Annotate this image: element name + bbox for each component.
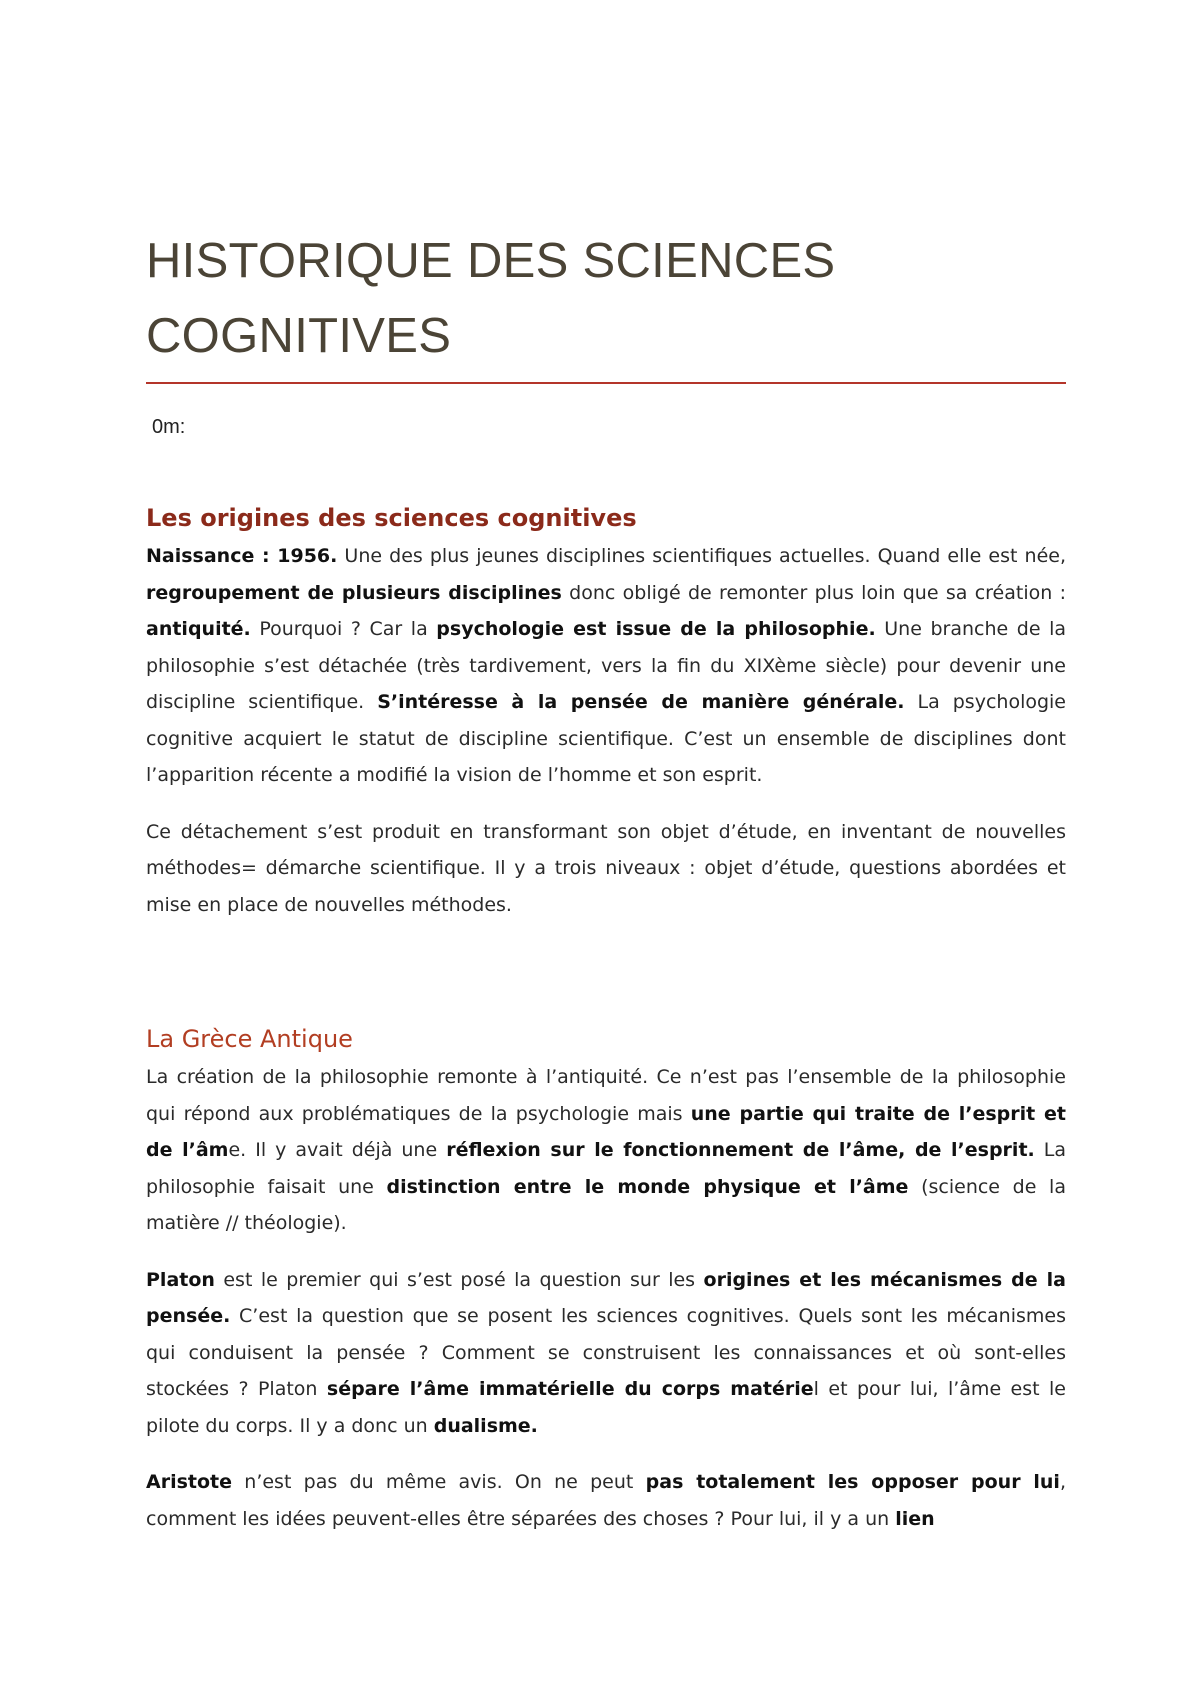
title-line-2: COGNITIVES [146,309,452,363]
paragraph-aristote: Aristote n’est pas du même avis. On ne peut pas totalement les opposer pour lui, comment les idées peuvent-elles être séparées des choses ? Pour lui, il y a un lien [146,1471,1066,1530]
section-heading-grece: La Grèce Antique [146,1025,353,1053]
paragraph-naissance: Naissance : 1956. Une des plus jeunes disciplines scientifiques actuelles. Quand elle est née, regroupement de plusieurs disciplines donc obligé de remonter plus loin que sa création : antiquité. Pourquoi ? Car la psychologie est issue de la philosophie. Une branche de la philosophie s’est détachée (très tardivement, vers la fin du XIXème siècle) pour devenir une discipline scientifique. S’intéresse à la pensée de manière générale. La psychologie cognitive acquiert le statut de discipline scientifique. C’est un ensemble de disciplines dont l’apparition récente a modifié la vision de l’homme et son esprit. [146,545,1067,786]
title-underline [146,382,1066,384]
paragraph-platon: Platon est le premier qui s’est posé la question sur les origines et les mécanismes de la pensée. C’est la question que se posent les sciences cognitives. Quels sont les mécanismes qui conduisent la pensée ? Comment se construisent les connaissances et où sont-elles stockées ? Platon sépare l’âme immatérielle du corps matériel et pour lui, l’âme est le pilote du corps. Il y a donc un dualisme. [146,1268,1066,1437]
section-heading-origines: Les origines des sciences cognitives [146,504,637,532]
document-title [146,224,1066,374]
title-line-1: HISTORIQUE DES SCIENCES [146,234,836,288]
paragraph-detachement: Ce détachement s’est produit en transformant son objet d’étude, en inventant de nouvelles méthodes= démarche scientifique. Il y a trois niveaux : objet d’étude, questions abordées et mise en place de nouvelles méthodes. [146,820,1066,916]
paragraph-philosophie: La création de la philosophie remonte à l’antiquité. Ce n’est pas l’ensemble de la philosophie qui répond aux problématiques de la psychologie mais une partie qui traite de l’esprit et de l’âme. Il y avait déjà une réflexion sur le fonctionnement de l’âme, de l’esprit. La philosophie faisait une distinction entre le monde physique et l’âme (science de la matière // théologie). [146,1066,1067,1234]
author-label: 0m: [152,416,186,438]
document-body [146,498,1066,1557]
section-spacer [146,943,1066,1019]
